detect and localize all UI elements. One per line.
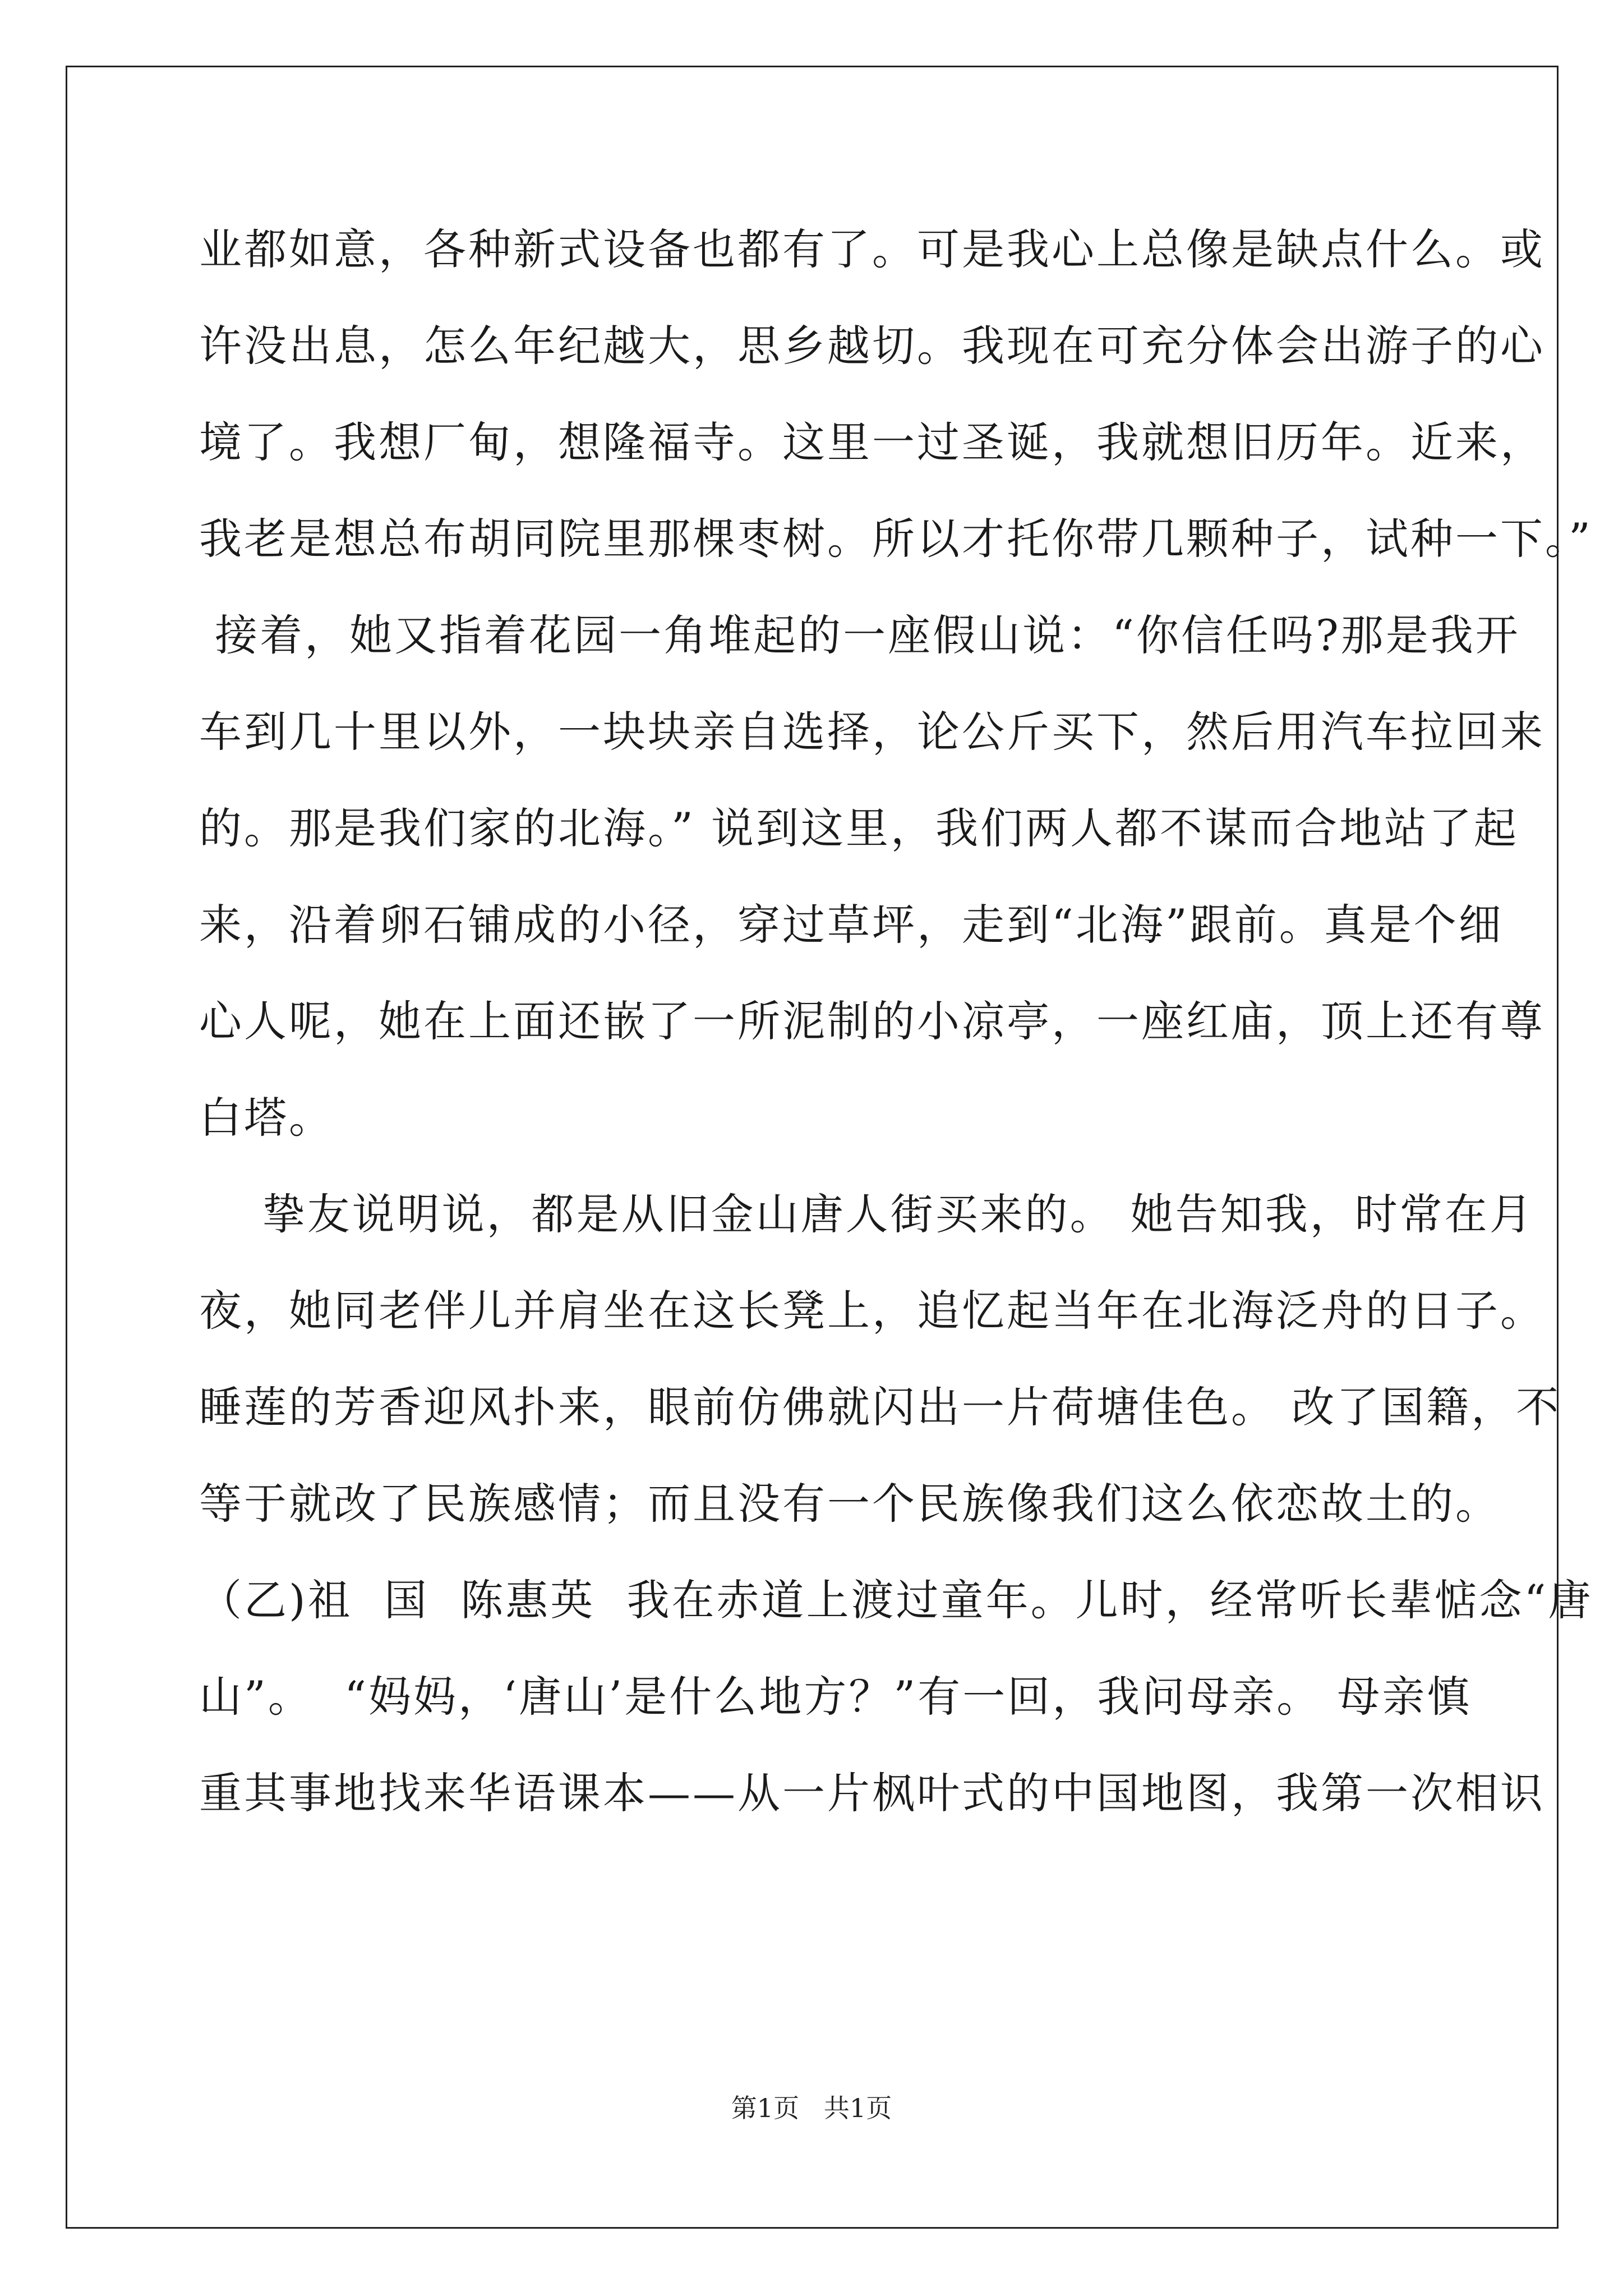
text-line: （乙)祖 国 陈惠英 我在赤道上渡过童年。儿时，经常听长辈惦念“唐 — [199, 1575, 1593, 1625]
text-line: 接着，她又指着花园一角堆起的一座假山说：“你信任吗?那是我开 — [199, 610, 1520, 660]
text-line: 重其事地找来华语课本——从一片枫叶式的中国地图，我第一次相识 — [199, 1768, 1545, 1818]
text-line: 等于就改了民族感情；而且没有一个民族像我们这么依恋故土的。 — [199, 1479, 1500, 1529]
text-line: 的。那是我们家的北海。” 说到这里，我们两人都不谋而合地站了起 — [199, 803, 1519, 853]
text-line: 我老是想总布胡同院里那棵枣树。所以才托你带几颗种子，试种一下。” — [199, 514, 1593, 564]
text-line: 来，沿着卵石铺成的小径，穿过草坪，走到“北海”跟前。真是个细 — [199, 900, 1504, 950]
text-line: 白塔。 — [199, 1093, 334, 1143]
text-line: 车到几十里以外，一块块亲自选择，论公斤买下，然后用汽车拉回来 — [199, 707, 1545, 757]
text-line: 山”。 “妈妈，‘唐山’是什么地方？”有一回，我问母亲。 母亲慎 — [199, 1672, 1472, 1722]
text-line: 夜，她同老伴儿并肩坐在这长凳上，追忆起当年在北海泛舟的日子。 — [199, 1286, 1545, 1336]
text-line: 心人呢，她在上面还嵌了一所泥制的小凉亭，一座红庙，顶上还有尊 — [199, 996, 1545, 1046]
text-line: 业都如意，各种新式设备也都有了。可是我心上总像是缺点什么。或 — [199, 224, 1545, 274]
text-line: 挚友说明说，都是从旧金山唐人街买来的。 她告知我，时常在月 — [199, 1189, 1534, 1239]
text-line: 许没出息，怎么年纪越大，思乡越切。我现在可充分体会出游子的心 — [199, 321, 1545, 371]
text-line: 境了。我想厂甸，想隆福寺。这里一过圣诞，我就想旧历年。近来， — [199, 417, 1545, 467]
text-line: 睡莲的芳香迎风扑来，眼前仿佛就闪出一片荷塘佳色。 改了国籍，不 — [199, 1382, 1561, 1432]
page-footer: 第1页 共1页 — [731, 2093, 892, 2123]
